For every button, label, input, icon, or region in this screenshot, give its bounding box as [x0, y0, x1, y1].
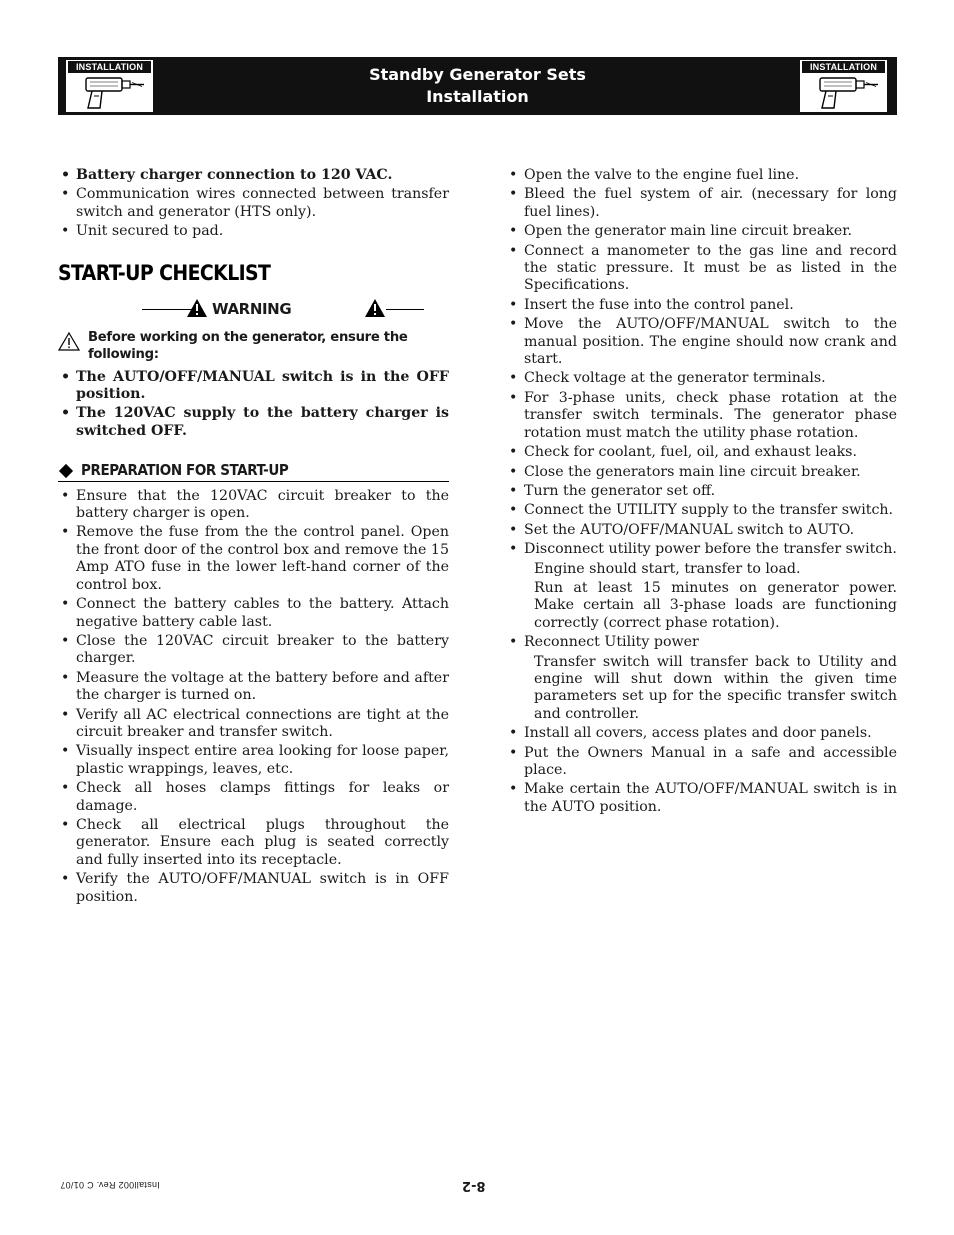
list-item: • Ensure that the 120VAC circuit breaker to the battery charger is open.: [58, 488, 449, 523]
list-item: • Check voltage at the generator terminals.: [506, 370, 897, 387]
caution-text: Before working on the generator, ensure the following:: [88, 329, 408, 362]
list-item: • Make certain the AUTO/OFF/MANUAL switch is in the AUTO position.: [506, 781, 897, 816]
warning-bullet-list: [58, 369, 449, 441]
list-item: • Install all covers, access plates and door panels.: [506, 725, 897, 742]
list-item: • Visually inspect entire area looking for loose paper, plastic wrappings, leaves, etc.: [58, 743, 449, 778]
warning-triangle-icon: [186, 298, 208, 318]
header-title: [208, 64, 747, 108]
right-column: [506, 167, 897, 818]
page-header: [58, 57, 897, 115]
header-title-line1: Standby Generator Sets: [369, 65, 586, 84]
diamond-bullet-icon: [59, 464, 73, 478]
list-item: • Connect the UTILITY supply to the transfer switch.: [506, 502, 897, 519]
list-item: • For 3-phase units, check phase rotation at the transfer switch terminals. The generator phase rotation must match the utility phase rotation.: [506, 390, 897, 442]
list-item: • Close the 120VAC circuit breaker to the battery charger.: [58, 633, 449, 668]
installation-badge-label: INSTALLATION: [802, 61, 885, 73]
preparation-bullet-list: [58, 488, 449, 906]
list-item: • Open the generator main line circuit breaker.: [506, 223, 897, 240]
power-drill-icon: [72, 74, 146, 110]
list-item: • The AUTO/OFF/MANUAL switch is in the OFF position.: [58, 369, 449, 404]
list-item: • Communication wires connected between transfer switch and generator (HTS only).: [58, 186, 449, 221]
installation-badge-label: INSTALLATION: [68, 61, 151, 73]
list-item: • Move the AUTO/OFF/MANUAL switch to the manual position. The engine should now crank and start.: [506, 316, 897, 368]
warning-triangle-icon: [364, 298, 386, 318]
startup-steps-list: [506, 634, 897, 651]
list-item: • Connect a manometer to the gas line and record the static pressure. It must be as listed in the Specifications.: [506, 243, 897, 295]
power-drill-icon: [806, 74, 880, 110]
installation-badge-right: [800, 60, 887, 112]
intro-bullet-list: [58, 167, 449, 241]
list-item: • Open the valve to the engine fuel line.: [506, 167, 897, 184]
subsection-heading: [58, 462, 449, 481]
list-item: • Remove the fuse from the the control panel. Open the front door of the control box and remove the 15 Amp ATO fuse in the lower left-hand corner of the control box.: [58, 524, 449, 594]
startup-steps-list: [506, 167, 897, 559]
caution-triangle-icon: [58, 332, 80, 351]
list-item: • Put the Owners Manual in a safe and accessible place.: [506, 745, 897, 780]
list-item: • Unit secured to pad.: [58, 223, 449, 240]
page-number: 8-2: [462, 1178, 486, 1193]
list-item: • Set the AUTO/OFF/MANUAL switch to AUTO.: [506, 522, 897, 539]
list-item: • Check all hoses clamps fittings for leaks or damage.: [58, 780, 449, 815]
list-item: • Disconnect utility power before the transfer switch.: [506, 541, 897, 558]
document-code: Install002 Rev. C 01/07: [60, 1180, 160, 1190]
list-item: • Verify all AC electrical connections are tight at the circuit breaker and transfer switch.: [58, 707, 449, 742]
list-item: • Turn the generator set off.: [506, 483, 897, 500]
list-item: • Measure the voltage at the battery before and after the charger is turned on.: [58, 670, 449, 705]
list-item: • Verify the AUTO/OFF/MANUAL switch is in OFF position.: [58, 871, 449, 906]
header-title-line2: Installation: [426, 87, 529, 106]
list-item: • Insert the fuse into the control panel.: [506, 297, 897, 314]
section-title: START-UP CHECKLIST: [58, 260, 271, 285]
caution-note: [58, 329, 449, 363]
warning-rule-right: [386, 309, 424, 310]
startup-steps-list: [506, 725, 897, 816]
left-column: [58, 167, 449, 908]
list-item: • Close the generators main line circuit breaker.: [506, 464, 897, 481]
subsection-heading-text: PREPARATION FOR START-UP: [81, 461, 289, 480]
warning-label: WARNING: [212, 299, 292, 318]
step-note: Transfer switch will transfer back to Utility and engine will shut down within the given time parameters set up for the specific transfer switch and controller.: [534, 653, 897, 722]
warning-banner: [58, 297, 449, 323]
list-item: • Bleed the fuel system of air. (necessary for long fuel lines).: [506, 186, 897, 221]
list-item: • The 120VAC supply to the battery charger is switched OFF.: [58, 405, 449, 440]
step-note: Engine should start, transfer to load.: [534, 560, 801, 577]
list-item: • Check all electrical plugs throughout the generator. Ensure each plug is seated correctly and fully inserted into its receptacle.: [58, 817, 449, 869]
list-item: • Reconnect Utility power: [506, 634, 897, 651]
list-item: • Battery charger connection to 120 VAC.: [58, 167, 449, 184]
list-item: • Check for coolant, fuel, oil, and exhaust leaks.: [506, 444, 897, 461]
installation-badge-left: [66, 60, 153, 112]
step-note: Run at least 15 minutes on generator power. Make certain all 3-phase loads are functioning correctly (correct phase rotation).: [534, 579, 897, 631]
list-item: • Connect the battery cables to the battery. Attach negative battery cable last.: [58, 596, 449, 631]
